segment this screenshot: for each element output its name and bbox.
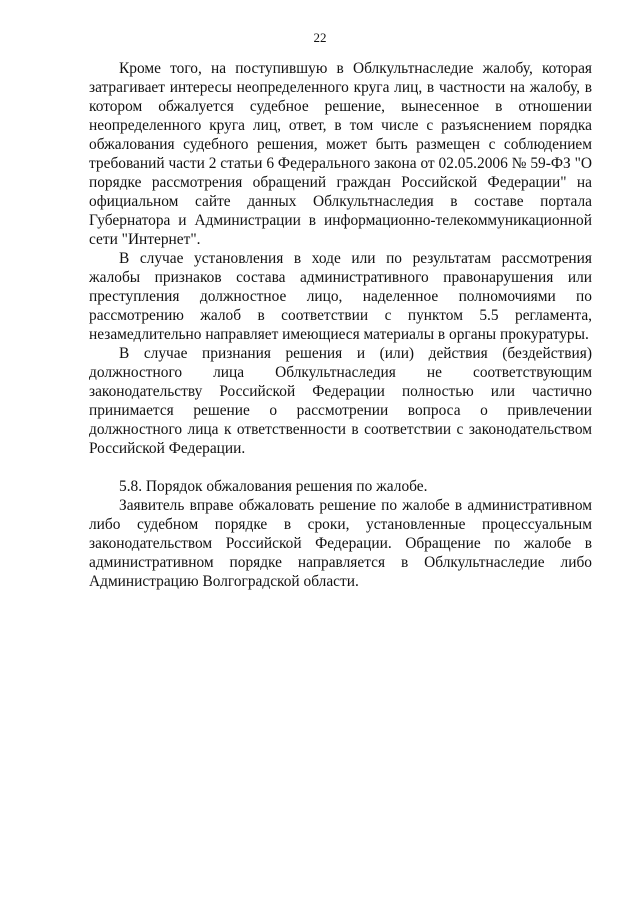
section-spacer bbox=[89, 458, 592, 477]
paragraph-appeal-procedure: Заявитель вправе обжаловать решение по жалобе в административном либо судебном порядке в сроки, установленные процессуальным законодательством Российской Федерации. Обращение по жалобе в административном порядке направляется в Облкультнаследие либо Администрацию Волгоградской области. bbox=[89, 497, 592, 590]
paragraph-official-liability: В случае признания решения и (или) действия (бездействия) должностного лица Облкультнаследия не соответствующим законодательству Российской Федерации полностью или частично принимается решение о рассмотрении вопроса о привлечении должностного лица к ответственности в соответствии с законодательством Российской Федерации. bbox=[89, 345, 592, 457]
paragraph-prosecution-referral: В случае установления в ходе или по результатам рассмотрения жалобы признаков состава административного правонарушения или преступления должностное лицо, наделенное полномочиями по рассмотрению жалоб в соответствии с пунктом 5.5 регламента, незамедлительно направляет имеющиеся материалы в органы прокуратуры. bbox=[89, 250, 592, 343]
section-heading: 5.8. Порядок обжалования решения по жалобе. bbox=[119, 478, 428, 495]
document-body bbox=[89, 59, 592, 591]
paragraph-public-reply: Кроме того, на поступившую в Облкультнаследие жалобу, которая затрагивает интересы неопределенного круга лиц, в частности на жалобу, в котором обжалуется судебное решение, вынесенное в отношении неопределенного круга лиц, ответ, в том числе с разъяснением порядка обжалования судебного решения, может быть размещен с соблюдением требований части 2 статьи 6 Федерального закона от 02.05.2006 № 59-ФЗ "О порядке рассмотрения обращений граждан Российской Федерации" на официальном сайте данных Облкультнаследия в составе портала Губернатора и Администрации в информационно-телекоммуникационной сети "Интернет". bbox=[89, 60, 592, 248]
page-number: 22 bbox=[313, 30, 327, 45]
